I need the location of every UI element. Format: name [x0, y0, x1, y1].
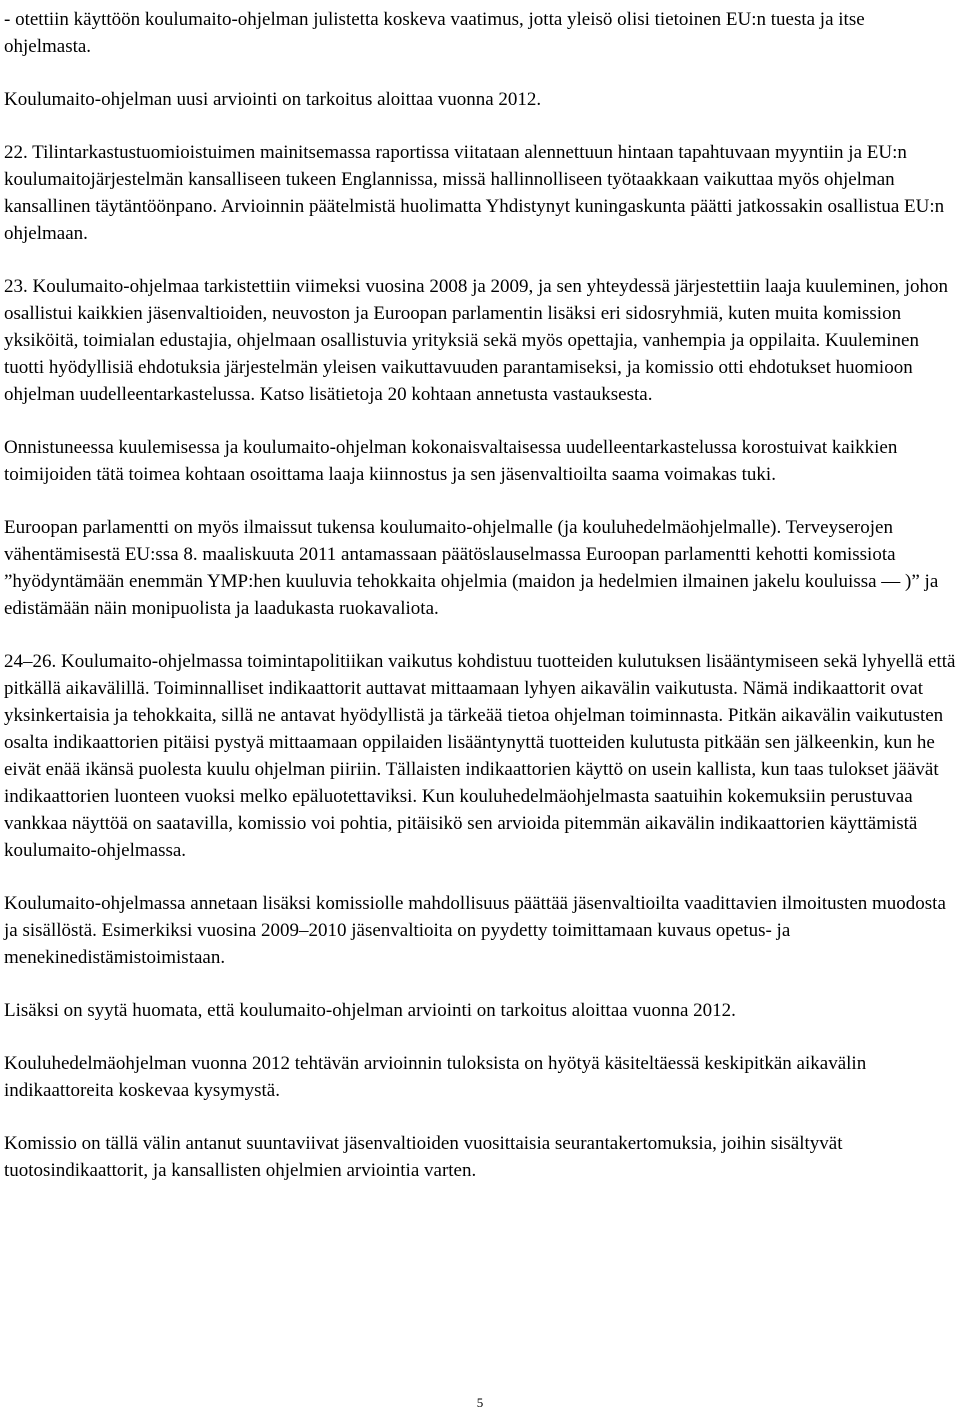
paragraph-23: 23. Koulumaito-ohjelmaa tarkistettiin viimeksi vuosina 2008 ja 2009, ja sen yhteydessä järjestettiin laaja kuuleminen, johon osallistui kaikkien jäsenvaltioiden, neuvoston ja Euroopan parlamentin lisäksi eri sidosryhmiä, kuten muita komission yksiköitä, toimialan edustajia, ohjelmaan osallistuvia yrityksiä sekä myös opettajia, vanhempia ja oppilaita. Kuuleminen tuotti hyödyllisiä ehdotuksia järjestelmän yleisen vaikuttavuuden parantamiseksi, ja komissio otti ehdotukset huomioon ohjelman uudelleentarkastelussa. Katso lisätietoja 20 kohtaan annetusta vastauksesta. [4, 276, 948, 405]
paragraph-24-26: 24–26. Koulumaito-ohjelmassa toimintapolitiikan vaikutus kohdistuu tuotteiden kulutuksen lisääntymiseen sekä lyhyellä että pitkällä aikavälillä. Toiminnalliset indikaattorit auttavat mittaamaan lyhyen aikavälin vaikutusta. Nämä indikaattorit ovat yksinkertaisia ja tehokkaita, sillä ne antavat hyödyllistä ja tärkeää tietoa ohjelman toiminnasta. Pitkän aikavälin vaikutusten osalta indikaattorien pitäisi pystyä mittaamaan oppilaiden lisääntynyttä tuotteiden kulutusta pitkään sen jälkeenkin, kun he eivät enää ikänsä puolesta kuulu ohjelman piiriin. Tällaisten indikaattorien käyttö on usein kallista, kun taas tulokset jäävät indikaattorien luonteen vuoksi melko epäluotettaviksi. Kun kouluhedelmäohjelmasta saatuihin kokemuksiin perustuvaa vankkaa näyttöä on saatavilla, komissio voi pohtia, pitäisikö sen arvioida pitemmän aikavälin indikaattorien käyttämistä koulumaito-ohjelmassa. [4, 651, 956, 861]
paragraph-evaluation-2012: Koulumaito-ohjelman uusi arviointi on tarkoitus aloittaa vuonna 2012. [4, 89, 542, 110]
document-body [4, 6, 956, 1184]
paragraph-notifications: Koulumaito-ohjelmassa annetaan lisäksi komissiolle mahdollisuus päättää jäsenvaltioilta vaadittavien ilmoitusten muodosta ja sisällöstä. Esimerkiksi vuosina 2009–2010 jäsenvaltioita on pyydetty toimittamaan kuvaus opetus- ja menekinedistämistoimistaan. [4, 893, 946, 968]
page-number: 5 [476, 1395, 484, 1410]
paragraph-poster-requirement: - otettiin käyttöön koulumaito-ohjelman julistetta koskeva vaatimus, jotta yleisö olisi tietoinen EU:n tuesta ja itse ohjelmasta. [4, 9, 865, 57]
paragraph-evaluation-note: Lisäksi on syytä huomata, että koulumaito-ohjelman arviointi on tarkoitus aloittaa vuonna 2012. [4, 1000, 736, 1021]
paragraph-european-parliament: Euroopan parlamentti on myös ilmaissut tukensa koulumaito-ohjelmalle (ja kouluhedelmäohjelmalle). Terveyserojen vähentämisestä EU:ssa 8. maaliskuuta 2011 antamassaan päätöslauselmassa Euroopan parlamentti kehotti komissiota ”hyödyntämään enemmän YMP:hen kuuluvia tehokkaita ohjelmia (maidon ja hedelmien ilmainen jakelu kouluissa — )” ja edistämään näin monipuolista ja laadukasta ruokavaliota. [4, 517, 939, 619]
paragraph-guidelines: Komissio on tällä välin antanut suuntaviivat jäsenvaltioiden vuosittaisia seurantakertomuksia, joihin sisältyvät tuotosindikaattorit, ja kansallisten ohjelmien arviointia varten. [4, 1133, 843, 1181]
paragraph-consultation: Onnistuneessa kuulemisessa ja koulumaito-ohjelman kokonaisvaltaisessa uudelleentarkastelussa korostuivat kaikkien toimijoiden tätä toimea kohtaan osoittama laaja kiinnostus ja sen jäsenvaltioilta saama voimakas tuki. [4, 437, 898, 485]
paragraph-22: 22. Tilintarkastustuomioistuimen mainitsemassa raportissa viitataan alennettuun hintaan tapahtuvaan myyntiin ja EU:n koulumaitojärjestelmän kansalliseen tukeen Englannissa, missä hallinnolliseen työtaakkaan vaikuttaa myös ohjelman kansallinen täytäntöönpano. Arvioinnin päätelmistä huolimatta Yhdistynyt kuningaskunta päätti jatkossakin osallistua EU:n ohjelmaan. [4, 142, 945, 244]
paragraph-fruit-scheme-evaluation: Kouluhedelmäohjelman vuonna 2012 tehtävän arvioinnin tuloksista on hyötyä käsiteltäessä keskipitkän aikavälin indikaattoreita koskevaa kysymystä. [4, 1053, 867, 1101]
